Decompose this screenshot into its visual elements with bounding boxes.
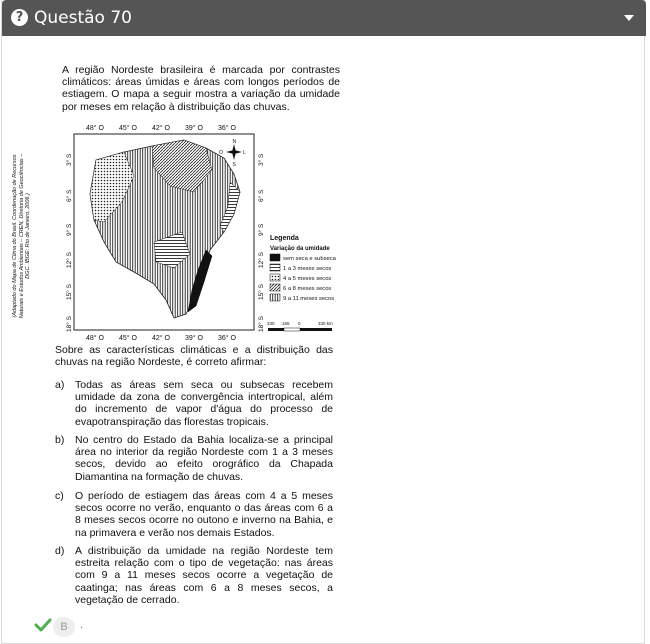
scale-bar: [267, 321, 333, 331]
lon-label: 48° O: [86, 125, 104, 132]
legend-item: sem seca e subseca: [283, 256, 336, 262]
lat-label: 6° S: [258, 189, 265, 202]
scale-b: 165: [282, 321, 290, 326]
compass-w: O: [219, 150, 223, 156]
lat-label: 15° S: [66, 284, 73, 300]
lat-label: 12° S: [258, 252, 265, 268]
lat-label: 18° S: [258, 316, 265, 332]
option-letter: a): [55, 379, 65, 391]
legend-item: 6 a 8 meses secos: [283, 286, 332, 292]
option-letter: b): [55, 434, 65, 446]
lon-label: 42° O: [152, 335, 170, 342]
lat-label: 15° S: [258, 284, 265, 300]
legend-item: 9 a 11 meses secos: [283, 296, 335, 302]
scale-d: 330 km: [318, 321, 333, 326]
lat-label: 6° S: [66, 189, 73, 202]
lon-label: 36° O: [218, 125, 236, 132]
option-letter: c): [55, 490, 64, 502]
scale-a: 330: [267, 321, 275, 326]
option-text: A distribuição da umidade na região Nordeste tem estreita relação com o tipo de vegetação: nas áreas com 9 a 11 meses secos ocorre a vegetação de caatinga; nas áreas com 6 a 8 meses secos, a vegetação de cerrado.: [75, 545, 333, 606]
legend-item: 1 a 3 meses secos: [283, 266, 332, 272]
lon-label: 45° O: [119, 125, 137, 132]
question-title: Questão 70: [34, 8, 132, 28]
option-text: O período de estiagem das áreas com 4 a 5 meses secos ocorre no verão, enquanto o das áreas com 6 a 8 meses secos ocorre no outono e inverno na Bahia, e na primavera e verão nos demais Estados.: [75, 490, 333, 539]
compass-s: S: [232, 162, 236, 168]
answer-trail: .: [80, 619, 84, 631]
question-circle-icon: ?: [11, 9, 28, 26]
option-text: No centro do Estado da Bahia localiza-se a principal área no interior da região Nordeste com 1 a 3 meses secos, devido ao efeito orográfico da Chapada Diamantina na formação de chuvas.: [75, 434, 333, 483]
lat-label: 12° S: [66, 252, 73, 268]
option-letter: d): [55, 545, 65, 557]
map-legend: [270, 235, 337, 302]
lat-label: 18° S: [66, 316, 73, 332]
lon-label: 39° O: [185, 125, 203, 132]
lat-label: 9° S: [258, 223, 265, 236]
compass-e: L: [243, 150, 246, 156]
compass-n: N: [232, 139, 237, 145]
question-header[interactable]: [2, 0, 646, 36]
lon-label: 36° O: [218, 335, 236, 342]
option-text: Todas as áreas sem seca ou subsecas recebem umidade da zona de convergência intertropical, além do incremento de vapor d'água do processo de evapotranspiração das florestas tropicais.: [75, 379, 333, 428]
scale-c: 0: [298, 321, 301, 326]
lat-label: 9° S: [66, 223, 73, 236]
answer-badge[interactable]: B: [53, 617, 75, 637]
question-prompt: Sobre as características climáticas e a distribuição das chuvas na região Nordeste, é correto afirmar:: [55, 344, 333, 369]
lon-label: 45° O: [119, 335, 137, 342]
question-intro: A região Nordeste brasileira é marcada por contrastes climáticos: áreas úmidas e áreas com longos períodos de estiagem. O mapa a seguir mostra a variação da umidade por meses em relação à distribuição das chuvas.: [62, 64, 340, 113]
lat-label: 3° S: [66, 153, 73, 166]
chevron-down-icon[interactable]: [624, 15, 634, 21]
lon-label: 42° O: [152, 125, 170, 132]
check-icon: [34, 617, 52, 633]
legend-item: 4 a 5 meses secos: [283, 276, 332, 282]
humidity-map: [12, 122, 354, 342]
legend-title: Legenda: [270, 235, 299, 242]
lat-label: 3° S: [258, 153, 265, 166]
legend-subtitle: Variação da umidade: [270, 246, 330, 252]
lon-label: 48° O: [86, 335, 104, 342]
map-source: (Adaptado do Mapa de Clima do Brasil. Coordenação de Recursos Naturais e Estudos Ambientais – CREN, Diretoria de Geociências – DGC. IBGE: Rio de Janeiro, 2006.): [12, 153, 31, 319]
lon-label: 39° O: [185, 335, 203, 342]
